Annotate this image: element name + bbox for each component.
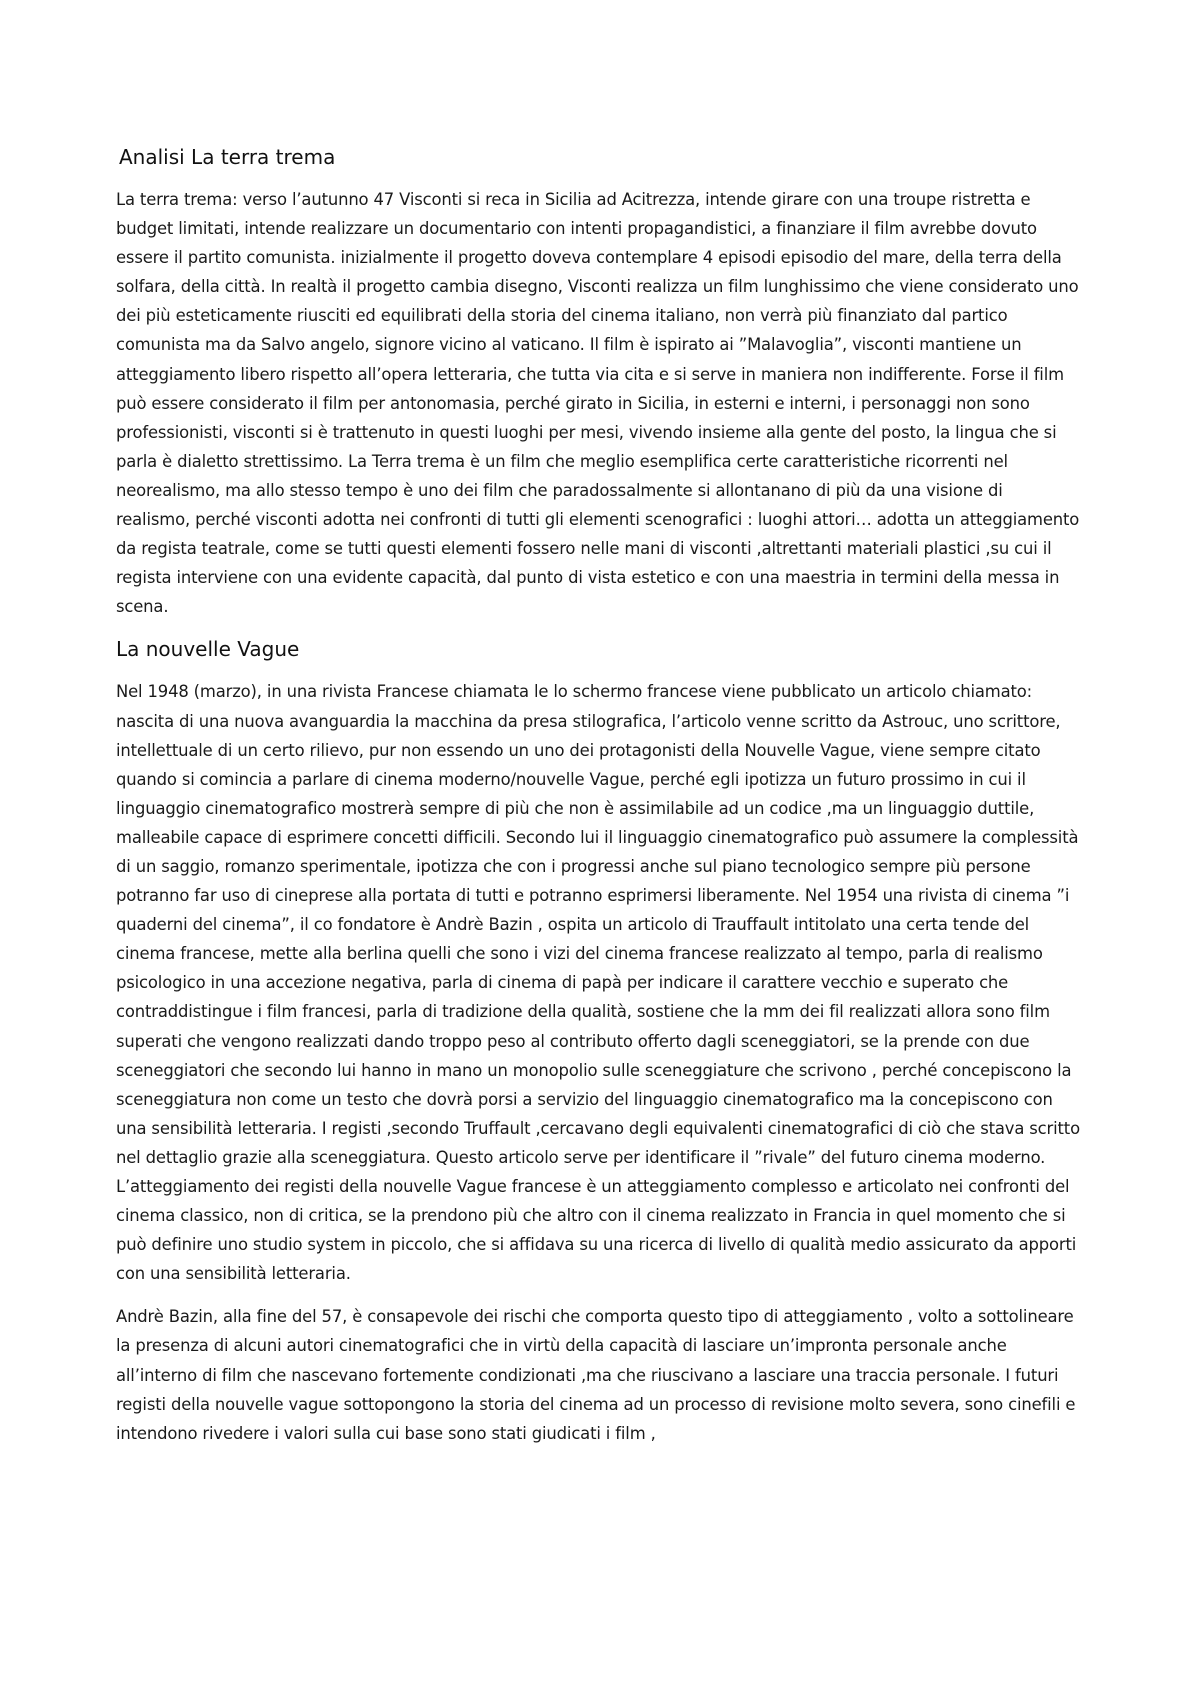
paragraph-nouvelle-vague-1: Nel 1948 (marzo), in una rivista Francese chiamata le lo schermo francese viene pubblicato un articolo chiamato: nascita di una nuova avanguardia la macchina da presa stilografica, l’articolo venne scritto da Astrouc, uno scrittore, intellettuale di un certo rilievo, pur non essendo un uno dei protagonisti della Nouvelle Vague, viene sempre citato quando si comincia a parlare di cinema moderno/nouvelle Vague, perché egli ipotizza un futuro prossimo in cui il linguaggio cinematografico mostrerà sempre di più che non è assimilabile ad un codice ,ma un linguaggio duttile, malleabile capace di esprimere concetti difficili. Secondo lui il linguaggio cinematografico può assumere la complessità di un saggio, romanzo sperimentale, ipotizza che con i progressi anche sul piano tecnologico sempre più persone potranno far uso di cineprese alla portata di tutti e potranno esprimersi liberamente. Nel 1954 una rivista di cinema ”i quaderni del cinema”, il co fondatore è Andrè Bazin , ospita un articolo di Trauffault intitolato una certa tende del cinema francese, mette alla berlina quelli che sono i vizi del cinema francese realizzato al tempo, parla di realismo psicologico in una accezione negativa, parla di cinema di papà per indicare il carattere vecchio e superato che contraddistingue i film francesi, parla di tradizione della qualità, sostiene che la mm dei fil realizzati allora sono film superati che vengono realizzati dando troppo peso al contributo offerto dagli sceneggiatori, se la prende con due sceneggiatori che secondo lui hanno in mano un monopolio sulle sceneggiature che scrivono , perché concepiscono la sceneggiatura non come un testo che dovrà porsi a servizio del linguaggio cinematografico ma la concepiscono con una sensibilità letteraria. I registi ,secondo Truffault ,cercavano degli equivalenti cinematografici di ciò che stava scritto nel dettaglio grazie alla sceneggiatura. Questo articolo serve per identificare il ”rivale” del futuro cinema moderno. L’atteggiamento dei registi della nouvelle Vague francese è un atteggiamento complesso e articolato nei confronti del cinema classico, non di critica, se la prendono più che altro con il cinema realizzato in Francia in quel momento che si può definire uno studio system in piccolo, che si affidava su una ricerca di livello di qualità medio assicurato da apporti con una sensibilità letteraria. [116, 682, 1080, 1284]
paragraph-terra-trema: La terra trema: verso l’autunno 47 Visconti si reca in Sicilia ad Acitrezza, intende girare con una troupe ristretta e budget limitati, intende realizzare un documentario con intenti propagandistici, a finanziare il film avrebbe dovuto essere il partito comunista. inizialmente il progetto doveva contemplare 4 episodi episodio del mare, della terra della solfara, della città. In realtà il progetto cambia disegno, Visconti realizza un film lunghissimo che viene considerato uno dei più esteticamente riusciti ed equilibrati della storia del cinema italiano, non verrà più finanziato dal partico comunista ma da Salvo angelo, signore vicino al vaticano. Il film è ispirato ai ”Malavoglia”, visconti mantiene un atteggiamento libero rispetto all’opera letteraria, che tutta via cita e si serve in maniera non indifferente. Forse il film può essere considerato il film per antonomasia, perché girato in Sicilia, in esterni e interni, i personaggi non sono professionisti, visconti si è trattenuto in questi luoghi per mesi, vivendo insieme alla gente del posto, la lingua che si parla è dialetto strettissimo. La Terra trema è un film che meglio esemplifica certe caratteristiche ricorrenti nel neorealismo, ma allo stesso tempo è uno dei film che paradossalmente si allontanano di più da una visione di realismo, perché visconti adotta nei confronti di tutti gli elementi scenografici : luoghi attori… adotta un atteggiamento da regista teatrale, come se tutti questi elementi fossero nelle mani di visconti ,altrettanti materiali plastici ,su cui il regista interviene con una evidente capacità, dal punto di vista estetico e con una maestria in termini della messa in scena. [116, 190, 1080, 617]
section-heading-nouvelle-vague: La nouvelle Vague [116, 637, 300, 662]
document-body [116, 143, 1080, 1448]
section-heading-analisi: Analisi La terra trema [119, 145, 336, 169]
paragraph-nouvelle-vague-2: Andrè Bazin, alla fine del 57, è consapevole dei rischi che comporta questo tipo di atteggiamento , volto a sottolineare la presenza di alcuni autori cinematografici che in virtù della capacità di lasciare un’impronta personale anche all’interno di film che nascevano fortemente condizionati ,ma che riuscivano a lasciare una traccia personale. I futuri registi della nouvelle vague sottopongono la storia del cinema ad un processo di revisione molto severa, sono cinefili e intendono rivedere i valori sulla cui base sono stati giudicati i film , [116, 1307, 1076, 1443]
